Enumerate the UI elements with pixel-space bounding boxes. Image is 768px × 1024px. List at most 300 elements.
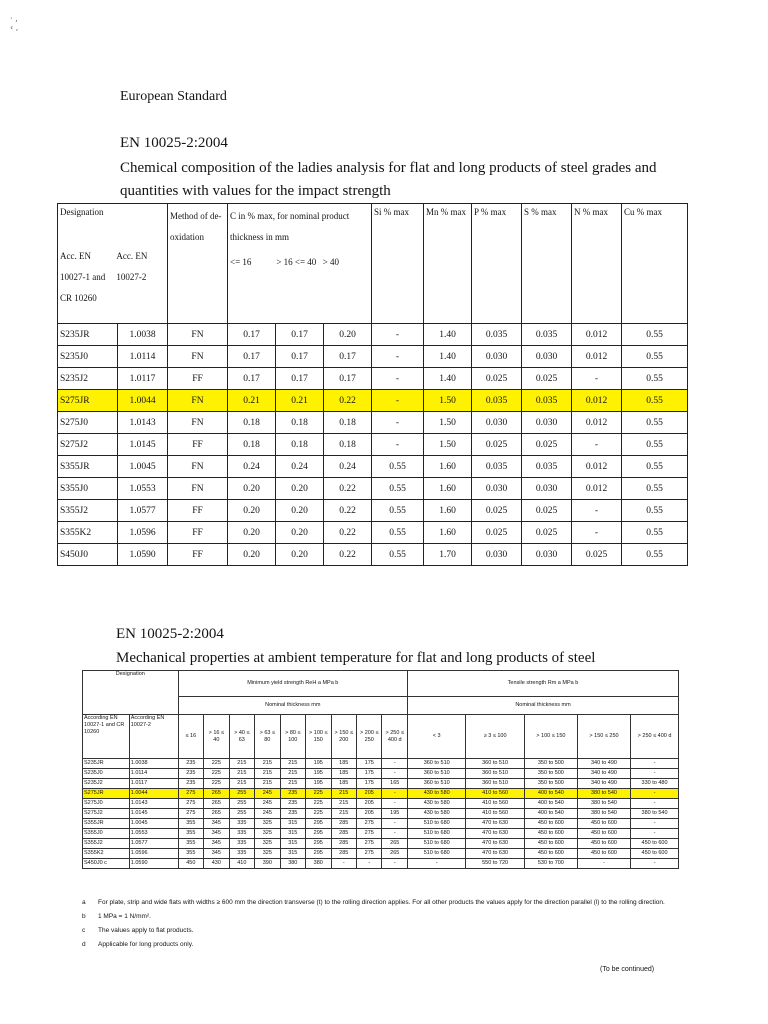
table-row (83, 779, 679, 789)
table-cell: 185 (331, 779, 356, 789)
section1-title: Chemical composition of the ladies analysis for flat and long products of steel grades and quantities with values for the impact strength (120, 160, 657, 199)
table-cell: 360 to 510 (466, 779, 524, 789)
table-cell: 0.030 (472, 478, 522, 500)
table-cell: S235JR (58, 324, 118, 346)
carbon-col-2: > 16 <= 40 (276, 257, 317, 267)
table-cell: 325 (255, 819, 280, 829)
table-cell: S355J0 (83, 829, 130, 839)
table-cell: S355K2 (58, 522, 118, 544)
table-cell: 360 to 510 (407, 769, 465, 779)
table-cell: 265 (204, 809, 229, 819)
table-cell: 235 (280, 789, 305, 799)
footnote-text: 1 MPa = 1 N/mm². (98, 913, 151, 920)
table-cell: 0.20 (276, 500, 324, 522)
table-cell: 0.035 (472, 456, 522, 478)
table-cell: 530 to 700 (524, 859, 577, 869)
table-cell: 0.21 (228, 390, 276, 412)
table-cell: 350 to 500 (524, 759, 577, 769)
table-cell: 285 (331, 829, 356, 839)
table-cell: 0.025 (522, 368, 572, 390)
table-cell: 325 (255, 849, 280, 859)
table-cell: 0.20 (324, 324, 372, 346)
table-cell: 380 to 540 (577, 809, 630, 819)
table-cell: S275J2 (83, 809, 130, 819)
table-cell: 1.50 (424, 434, 472, 456)
tensile-col-header: ≥ 3 ≤ 100 (466, 715, 524, 759)
table-cell: 255 (229, 799, 254, 809)
table-row (58, 412, 688, 434)
table-cell: 450 to 600 (524, 829, 577, 839)
footnote-text: Applicable for long products only. (98, 941, 194, 948)
table-cell: 1.0044 (129, 789, 178, 799)
table-cell: S235J0 (58, 346, 118, 368)
table-cell: 225 (306, 809, 331, 819)
table-cell: 360 to 510 (466, 759, 524, 769)
table-cell: 0.012 (572, 324, 622, 346)
table-cell: 215 (255, 759, 280, 769)
tensile-col-header: > 250 ≤ 400 d (631, 715, 679, 759)
table-cell: 0.025 (522, 500, 572, 522)
table-cell: - (631, 799, 679, 809)
table-cell: 0.55 (372, 500, 424, 522)
table-cell: 1.60 (424, 500, 472, 522)
table-cell: 335 (229, 849, 254, 859)
footnote-symbol: b (82, 913, 86, 920)
table-cell: - (357, 859, 382, 869)
table-cell: 430 to 580 (407, 799, 465, 809)
mechanical-properties-body (83, 759, 679, 869)
table-cell: 0.55 (372, 456, 424, 478)
table-cell: 1.0145 (118, 434, 168, 456)
table-cell: 345 (204, 849, 229, 859)
table-cell: 1.0117 (118, 368, 168, 390)
table-cell: 0.025 (572, 544, 622, 566)
table-cell: 1.0553 (118, 478, 168, 500)
table-cell: 0.55 (622, 324, 688, 346)
table-cell: - (372, 412, 424, 434)
table-cell: - (572, 500, 622, 522)
table-cell: 450 to 600 (524, 819, 577, 829)
table-cell: 215 (229, 779, 254, 789)
mech-designation-header: Designation (83, 671, 179, 715)
table-cell: S355J2 (58, 500, 118, 522)
table-cell: 510 to 680 (407, 829, 465, 839)
table-cell: 0.025 (472, 522, 522, 544)
table-cell: 430 (204, 859, 229, 869)
table-cell: 215 (280, 759, 305, 769)
table-cell: 185 (331, 759, 356, 769)
table-cell: 205 (357, 789, 382, 799)
table-row (58, 478, 688, 500)
table-row (83, 809, 679, 819)
table-cell: 1.0590 (129, 859, 178, 869)
table-cell: 1.0044 (118, 390, 168, 412)
table-cell: 340 to 490 (577, 779, 630, 789)
table-cell: 0.18 (324, 412, 372, 434)
table-cell: 175 (357, 769, 382, 779)
table-cell: 380 to 540 (577, 789, 630, 799)
table-row (58, 544, 688, 566)
table-cell: FF (168, 368, 228, 390)
table-cell: 0.030 (472, 544, 522, 566)
table-cell: - (407, 859, 465, 869)
yield-col-header: > 150 ≤ 200 (331, 715, 356, 759)
table-cell: 235 (178, 779, 203, 789)
table-cell: FN (168, 456, 228, 478)
continued-label: (To be continued) (600, 966, 655, 973)
yield-nominal-header: Nominal thickness mm (178, 697, 407, 715)
table-cell: 235 (280, 799, 305, 809)
footnote-text: For plate, strip and wide flats with widths ≥ 600 mm the direction transverse (t) to the rolling direction applies. For all other products the values apply for the direction parallel (l) to the rolling direction. (98, 899, 665, 906)
table-cell: 235 (280, 809, 305, 819)
table-cell: S275JR (58, 390, 118, 412)
tensile-nominal-header: Nominal thickness mm (407, 697, 678, 715)
section2-title: Mechanical properties at ambient temperature for flat and long products of steel (116, 650, 596, 666)
table-cell: 0.55 (622, 346, 688, 368)
table-cell: 1.0045 (118, 456, 168, 478)
table-cell: 0.17 (324, 346, 372, 368)
table-cell: 295 (306, 819, 331, 829)
table-cell: 450 to 600 (577, 849, 630, 859)
yield-col-header: > 80 ≤ 100 (280, 715, 305, 759)
table-cell: 0.20 (276, 478, 324, 500)
table-cell: 275 (178, 799, 203, 809)
table-cell: 215 (331, 809, 356, 819)
table-cell: - (382, 819, 408, 829)
table-cell: 1.0038 (129, 759, 178, 769)
table-cell: FF (168, 434, 228, 456)
table-cell: S275JR (83, 789, 130, 799)
table-cell: S235J2 (83, 779, 130, 789)
table-cell: - (372, 346, 424, 368)
table-row (83, 789, 679, 799)
table-cell: 165 (382, 779, 408, 789)
table-cell: 0.012 (572, 456, 622, 478)
designation-header: Designation Acc. EN 10027-1 and CR 10260 Acc. EN 10027-2 (58, 204, 168, 324)
table-row (58, 390, 688, 412)
table-cell: 0.55 (622, 500, 688, 522)
table-cell: - (572, 522, 622, 544)
table-cell: S235J2 (58, 368, 118, 390)
mn-header: Mn % max (424, 204, 472, 324)
table-cell: 0.035 (522, 324, 572, 346)
table-cell: 1.40 (424, 368, 472, 390)
table-cell: 510 to 680 (407, 849, 465, 859)
table-cell: 1.0114 (129, 769, 178, 779)
table-cell: 0.20 (276, 522, 324, 544)
section2-code: EN 10025-2:2004 (116, 626, 224, 642)
table-cell: 225 (204, 769, 229, 779)
table-cell: 510 to 680 (407, 839, 465, 849)
table-cell: 0.24 (228, 456, 276, 478)
table-cell: 265 (382, 849, 408, 859)
table-cell: 340 to 490 (577, 769, 630, 779)
table-cell: - (631, 769, 679, 779)
table-cell: 0.012 (572, 478, 622, 500)
table-cell: 450 (178, 859, 203, 869)
table-cell: 1.60 (424, 522, 472, 544)
table-row (83, 759, 679, 769)
table-cell: 1.60 (424, 478, 472, 500)
table-cell: S235JR (83, 759, 130, 769)
table-cell: 400 to 540 (524, 789, 577, 799)
table-cell: S275J2 (58, 434, 118, 456)
document-heading: European Standard (120, 89, 227, 104)
table-cell: 1.60 (424, 456, 472, 478)
table-cell: 450 to 600 (631, 849, 679, 859)
table-cell: 275 (357, 829, 382, 839)
table-row (83, 769, 679, 779)
carbon-col-1: <= 16 (230, 257, 252, 267)
table-cell: 0.17 (228, 368, 276, 390)
table-cell: 1.0577 (129, 839, 178, 849)
table-cell: FN (168, 412, 228, 434)
table-cell: - (382, 829, 408, 839)
table-cell: 0.025 (472, 434, 522, 456)
s-header: S % max (522, 204, 572, 324)
table-cell: 0.012 (572, 390, 622, 412)
table-cell: 195 (306, 769, 331, 779)
table-cell: 380 to 540 (577, 799, 630, 809)
table-cell: 275 (357, 839, 382, 849)
footnote (82, 926, 679, 935)
table-cell: 1.40 (424, 324, 472, 346)
table-cell: 330 to 480 (631, 779, 679, 789)
table-cell: 0.22 (324, 478, 372, 500)
table-row (83, 859, 679, 869)
yield-col-header: > 100 ≤ 150 (306, 715, 331, 759)
table-cell: 1.0596 (129, 849, 178, 859)
table-cell: - (631, 789, 679, 799)
yield-strength-header: Minimum yield strength ReH a MPa b (178, 671, 407, 697)
table-cell: FN (168, 346, 228, 368)
footnote-text: The values apply to flat products. (98, 927, 194, 934)
table-cell: 345 (204, 839, 229, 849)
table-cell: 0.17 (324, 368, 372, 390)
table-cell: 470 to 630 (466, 829, 524, 839)
table-cell: 0.035 (522, 390, 572, 412)
table-cell: 0.030 (472, 346, 522, 368)
table-cell: 1.70 (424, 544, 472, 566)
table-cell: S355J0 (58, 478, 118, 500)
table-cell: 275 (178, 809, 203, 819)
table-cell: 285 (331, 819, 356, 829)
table-cell: 0.55 (622, 368, 688, 390)
mechanical-properties-table (82, 670, 679, 869)
table-cell: 360 to 510 (407, 779, 465, 789)
table-cell: 1.0117 (129, 779, 178, 789)
table-cell: S450J0 (58, 544, 118, 566)
table-cell: 245 (255, 789, 280, 799)
table-cell: 0.18 (228, 412, 276, 434)
table-cell: 0.17 (228, 346, 276, 368)
table-cell: 295 (306, 829, 331, 839)
table-cell: 0.55 (372, 478, 424, 500)
table-row (58, 500, 688, 522)
table-cell: 400 to 540 (524, 809, 577, 819)
table-cell: 0.012 (572, 346, 622, 368)
table-cell: 195 (306, 759, 331, 769)
table-cell: FF (168, 522, 228, 544)
table-cell: 0.22 (324, 544, 372, 566)
acc-en-10027-2-header: According EN 10027-2 (129, 715, 178, 759)
table-cell: 0.20 (276, 544, 324, 566)
table-cell: 175 (357, 779, 382, 789)
table-cell: 0.18 (276, 412, 324, 434)
table-cell: 0.20 (228, 500, 276, 522)
table-cell: FF (168, 500, 228, 522)
table-cell: 1.50 (424, 412, 472, 434)
table-cell: 0.55 (622, 434, 688, 456)
table-cell: 450 to 600 (577, 829, 630, 839)
table-cell: 0.18 (276, 434, 324, 456)
table-cell: 470 to 630 (466, 819, 524, 829)
table-cell: FN (168, 390, 228, 412)
table-cell: 1.0143 (118, 412, 168, 434)
acc-en-10027-2-header: Acc. EN 10027-2 (116, 251, 148, 282)
chemical-composition-table (57, 203, 688, 566)
table-cell: 1.0577 (118, 500, 168, 522)
table-cell: 0.55 (622, 456, 688, 478)
table-cell: 235 (178, 759, 203, 769)
table-cell: 215 (280, 779, 305, 789)
yield-col-header: > 200 ≤ 250 (357, 715, 382, 759)
table-cell: S275J0 (83, 799, 130, 809)
table-cell: 0.035 (472, 324, 522, 346)
table-cell: 195 (382, 809, 408, 819)
table-cell: 265 (204, 789, 229, 799)
table-row (58, 324, 688, 346)
table-cell: 225 (204, 759, 229, 769)
table-cell: - (382, 759, 408, 769)
table-cell: - (382, 859, 408, 869)
table-cell: 345 (204, 819, 229, 829)
table-cell: 410 to 560 (466, 789, 524, 799)
table-cell: S275J0 (58, 412, 118, 434)
tensile-col-header: > 100 ≤ 150 (524, 715, 577, 759)
table-cell: 345 (204, 829, 229, 839)
table-cell: 215 (331, 789, 356, 799)
table-cell: 380 (306, 859, 331, 869)
table-cell: 295 (306, 849, 331, 859)
table-cell: 0.20 (228, 522, 276, 544)
table-cell: 245 (255, 809, 280, 819)
table-cell: 0.17 (228, 324, 276, 346)
footnote-symbol: d (82, 941, 86, 948)
table-cell: 355 (178, 819, 203, 829)
table-cell: 0.18 (228, 434, 276, 456)
table-cell: 0.030 (522, 346, 572, 368)
cu-header: Cu % max (622, 204, 688, 324)
table-cell: S355JR (58, 456, 118, 478)
table-cell: 450 to 600 (577, 839, 630, 849)
table-cell: 0.22 (324, 390, 372, 412)
table-cell: FN (168, 324, 228, 346)
table-cell: 430 to 580 (407, 809, 465, 819)
table-cell: 410 (229, 859, 254, 869)
table-cell: 0.035 (472, 390, 522, 412)
table-cell: 0.55 (372, 522, 424, 544)
table-cell: 355 (178, 829, 203, 839)
table-cell: S355K2 (83, 849, 130, 859)
table-cell: 0.18 (324, 434, 372, 456)
table-cell: 450 to 600 (631, 839, 679, 849)
table-cell: 325 (255, 839, 280, 849)
table-cell: - (631, 759, 679, 769)
table-cell: - (382, 799, 408, 809)
table-cell: 195 (306, 779, 331, 789)
table-cell: 350 to 500 (524, 779, 577, 789)
deoxidation-header: Method of de-oxidation (168, 204, 228, 324)
table-cell: 1.0145 (129, 809, 178, 819)
table-cell: - (372, 368, 424, 390)
footnote-symbol: c (82, 927, 86, 934)
table-cell: - (631, 829, 679, 839)
table-cell: 255 (229, 789, 254, 799)
footnote-symbol: a (82, 899, 86, 906)
table-cell: 295 (306, 839, 331, 849)
table-row (58, 434, 688, 456)
table-cell: 315 (280, 819, 305, 829)
table-cell: 255 (229, 809, 254, 819)
table-cell: 215 (280, 769, 305, 779)
table-cell: - (577, 859, 630, 869)
carbon-header: C in % max, for nominal product thickness in mm <= 16 > 16 <= 40 > 40 (228, 204, 372, 324)
table-cell: 225 (306, 799, 331, 809)
table-cell: 0.55 (622, 412, 688, 434)
table-cell: FN (168, 478, 228, 500)
yield-col-header: > 16 ≤ 40 (204, 715, 229, 759)
table-cell: 0.55 (372, 544, 424, 566)
table-cell: 275 (357, 849, 382, 859)
table-cell: 215 (255, 779, 280, 789)
table-row (58, 368, 688, 390)
table-cell: 0.012 (572, 412, 622, 434)
table-cell: 450 to 600 (577, 819, 630, 829)
table-row (83, 839, 679, 849)
tensile-col-header: < 3 (407, 715, 465, 759)
yield-col-header: > 250 ≤ 400 d (382, 715, 408, 759)
table-cell: - (382, 769, 408, 779)
section1-code: EN 10025-2:2004 (120, 135, 228, 151)
table-cell: 0.24 (276, 456, 324, 478)
table-row (58, 522, 688, 544)
table-cell: S355JR (83, 819, 130, 829)
yield-col-header: > 63 ≤ 80 (255, 715, 280, 759)
table-cell: 1.0045 (129, 819, 178, 829)
acc-en-10027-1-header: According EN 10027-1 and CR 10260 (83, 715, 130, 759)
table-cell: 0.20 (228, 544, 276, 566)
acc-en-10027-1-header: Acc. EN 10027-1 and CR 10260 (60, 251, 106, 303)
table-cell: 185 (331, 769, 356, 779)
table-cell: - (572, 368, 622, 390)
table-cell: - (382, 789, 408, 799)
p-header: P % max (472, 204, 522, 324)
table-row (83, 849, 679, 859)
table-cell: 325 (255, 829, 280, 839)
table-cell: 410 to 560 (466, 809, 524, 819)
table-cell: 450 to 600 (524, 849, 577, 859)
table-cell: 275 (178, 789, 203, 799)
table-cell: 0.21 (276, 390, 324, 412)
table-cell: 215 (229, 759, 254, 769)
table-cell: 400 to 540 (524, 799, 577, 809)
table-cell: 430 to 580 (407, 789, 465, 799)
table-row (83, 819, 679, 829)
table-row (83, 799, 679, 809)
table-cell: 470 to 630 (466, 839, 524, 849)
table-cell: 205 (357, 809, 382, 819)
